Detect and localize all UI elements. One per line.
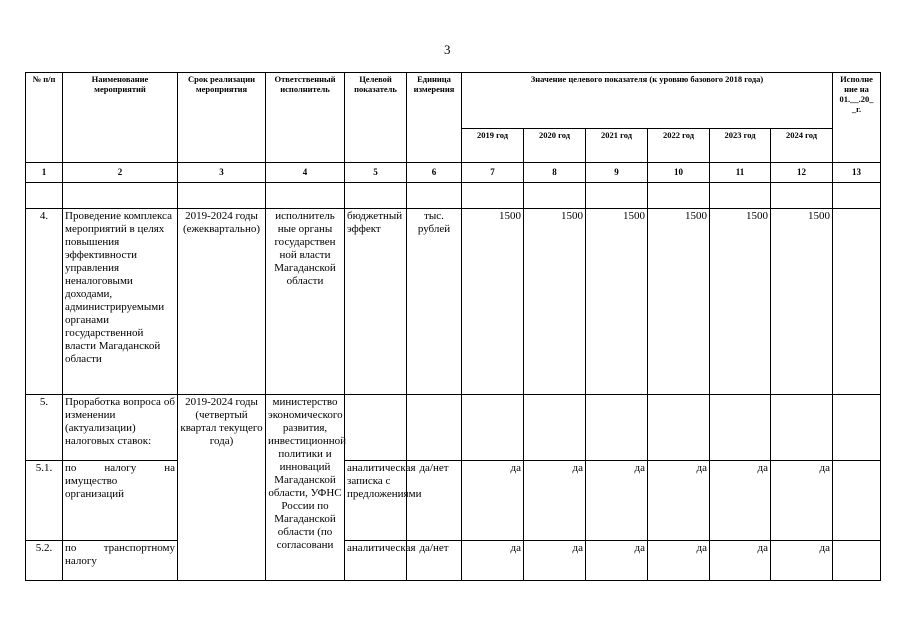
column-number: 5 [345, 163, 407, 183]
row-number: 5.2. [26, 541, 63, 581]
measure-indicator: бюджетный эффект [345, 209, 407, 395]
measure-term: 2019-2024 годы (четвертый квартал текущего года) [178, 395, 266, 581]
value-cell: да [586, 461, 648, 541]
column-number: 4 [266, 163, 345, 183]
column-number: 2 [63, 163, 178, 183]
measure-name: по налогу на имущество организаций [63, 461, 178, 541]
empty-row [26, 183, 881, 209]
table-row-4 [26, 209, 881, 395]
table-row-5 [26, 395, 881, 461]
column-number: 6 [407, 163, 462, 183]
page-number: 3 [444, 42, 451, 57]
column-number: 1 [26, 163, 63, 183]
header-unit: Единица измерения [407, 73, 462, 163]
measure-name: по транспортному налогу [63, 541, 178, 581]
value-cell: 1500 [648, 209, 710, 395]
header-term: Срок реализации мероприятия [178, 73, 266, 163]
header-name: Наименование мероприятий [63, 73, 178, 163]
column-number: 8 [524, 163, 586, 183]
value-cell: да [524, 461, 586, 541]
row-number: 4. [26, 209, 63, 395]
value-cell: 1500 [586, 209, 648, 395]
header-year: 2019 год [462, 129, 524, 163]
column-number: 9 [586, 163, 648, 183]
header-executor: Ответственный исполнитель [266, 73, 345, 163]
table-row-5-1 [26, 461, 881, 541]
value-cell: да [771, 461, 833, 541]
measure-executor: министерство экономического развития, инвестиционной политики и инноваций Магаданской области, УФНС России по Магаданской области (по согласовани [266, 395, 345, 581]
measure-indicator: аналитическая [345, 541, 407, 581]
value-cell: 1500 [524, 209, 586, 395]
measure-unit: да/нет [407, 541, 462, 581]
header-year: 2020 год [524, 129, 586, 163]
column-number: 7 [462, 163, 524, 183]
value-cell: 1500 [710, 209, 771, 395]
header-num: № п/п [26, 73, 63, 163]
measure-unit: да/нет [407, 461, 462, 541]
header-year: 2024 год [771, 129, 833, 163]
header-year: 2022 год [648, 129, 710, 163]
column-number: 10 [648, 163, 710, 183]
value-cell: да [771, 541, 833, 581]
value-cell: да [648, 541, 710, 581]
measure-term: 2019-2024 годы (ежеквартально) [178, 209, 266, 395]
measure-indicator: аналитическая записка с предложениями [345, 461, 407, 541]
column-number: 11 [710, 163, 771, 183]
value-cell: да [710, 461, 771, 541]
header-year: 2023 год [710, 129, 771, 163]
measure-executor: исполнитель ные органы государствен ной власти Магаданской области [266, 209, 345, 395]
table-row-5-2 [26, 541, 881, 581]
row-number: 5. [26, 395, 63, 461]
value-cell: да [462, 541, 524, 581]
measure-name: Проработка вопроса об изменении (актуализации) налоговых ставок: [63, 395, 178, 461]
header-year: 2021 год [586, 129, 648, 163]
measure-name: Проведение комплекса мероприятий в целях повышения эффективности управления неналоговыми доходами, администрируемыми органами государственной власти Магаданской области [63, 209, 178, 395]
value-cell: да [586, 541, 648, 581]
value-cell: 1500 [462, 209, 524, 395]
value-cell: да [462, 461, 524, 541]
header-target-values: Значение целевого показателя (к уровню базового 2018 года) [462, 73, 833, 129]
value-cell: да [524, 541, 586, 581]
value-cell: да [648, 461, 710, 541]
column-number: 12 [771, 163, 833, 183]
row-number: 5.1. [26, 461, 63, 541]
value-cell: 1500 [771, 209, 833, 395]
header-execution: Исполне ние на 01.__.20_ _г. [833, 73, 881, 163]
value-cell: да [710, 541, 771, 581]
column-number: 3 [178, 163, 266, 183]
header-indicator: Целевой показатель [345, 73, 407, 163]
measure-unit: тыс. рублей [407, 209, 462, 395]
column-number: 13 [833, 163, 881, 183]
measures-table [25, 72, 881, 581]
